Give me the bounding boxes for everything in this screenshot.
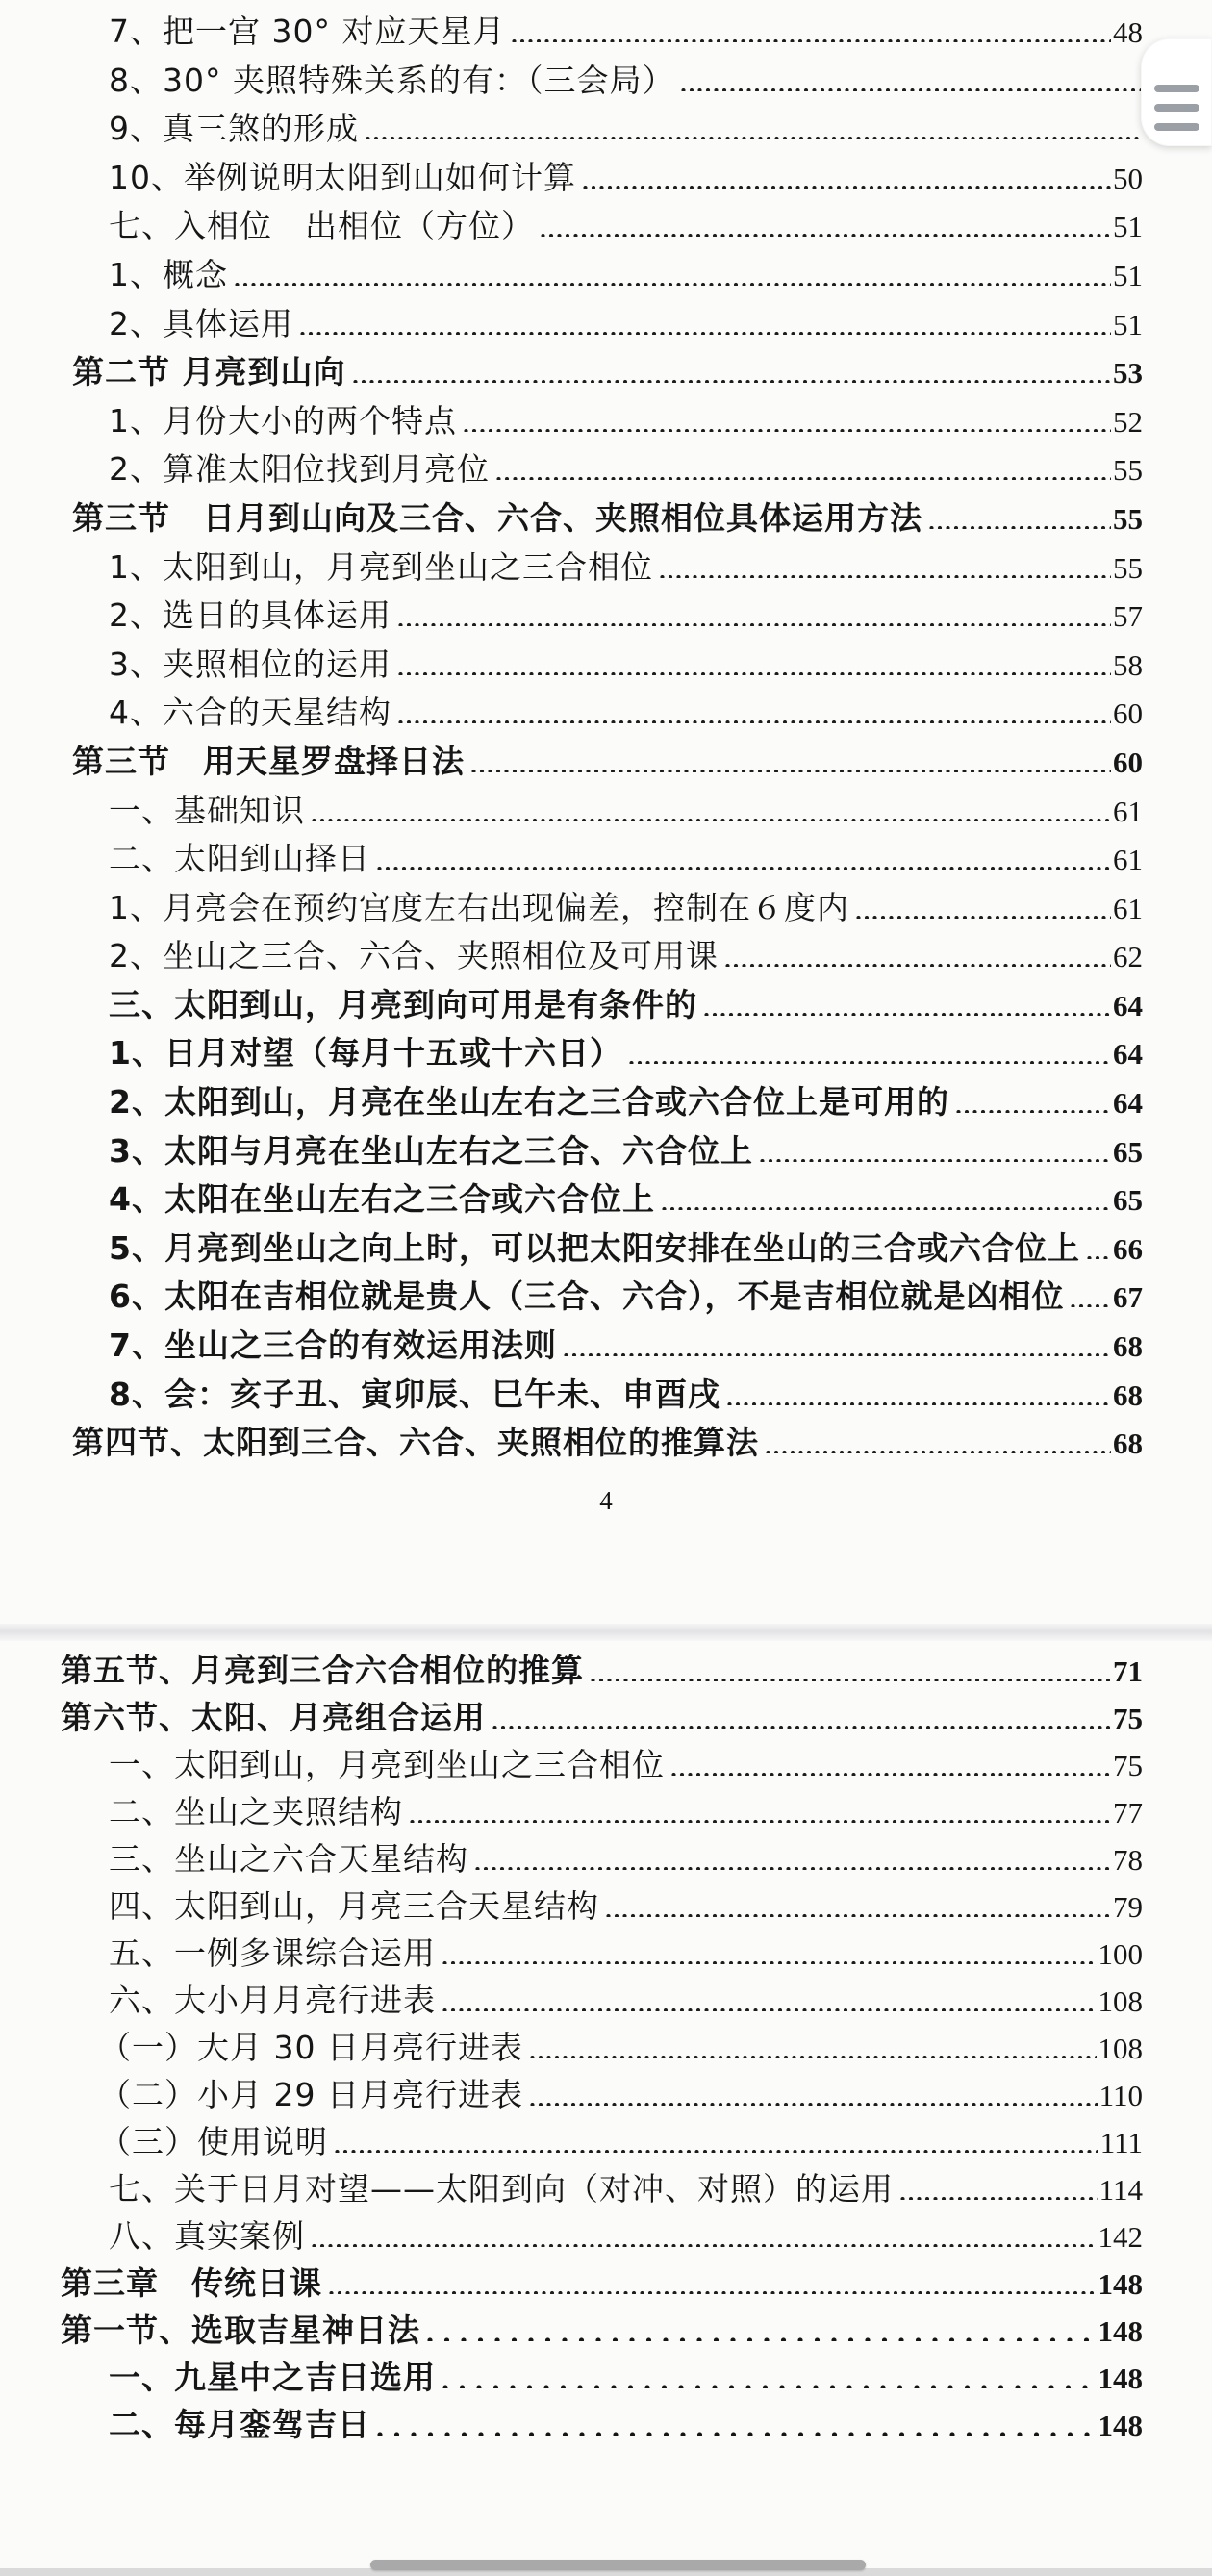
toc-entry-label: （一）大月 30 日月亮行进表 xyxy=(99,2029,523,2066)
toc-entry xyxy=(0,2260,1212,2307)
toc-dot-leader xyxy=(680,82,1143,91)
toc-dot-leader xyxy=(726,1396,1111,1405)
toc-dot-leader xyxy=(765,1444,1111,1453)
toc-entry xyxy=(0,835,1212,884)
toc-page-number: 48 xyxy=(1113,15,1143,49)
toc-page-number: 71 xyxy=(1113,1654,1143,1688)
toc-entry-label: 8、会：亥子丑、寅卯辰、巳午未、申酉戌 xyxy=(109,1375,720,1413)
toc-entry xyxy=(0,1273,1212,1322)
toc-page-number: 110 xyxy=(1098,2079,1143,2112)
toc-entry xyxy=(0,154,1212,203)
toc-entry xyxy=(0,1322,1212,1371)
toc-entry xyxy=(0,2024,1212,2071)
toc-dot-leader xyxy=(352,373,1112,383)
toc-entry xyxy=(0,2401,1212,2448)
toc-entry xyxy=(0,641,1212,690)
toc-entry xyxy=(0,57,1212,106)
toc-page-number: 55 xyxy=(1113,550,1143,585)
toc-dot-leader xyxy=(724,957,1111,967)
toc-dot-leader xyxy=(442,1955,1097,1964)
toc-page-number: 51 xyxy=(1113,307,1143,341)
toc-dot-leader xyxy=(442,2002,1097,2011)
toc-page-number: 60 xyxy=(1113,696,1143,731)
toc-entry xyxy=(0,251,1212,300)
toc-dot-leader xyxy=(397,714,1111,723)
toc-page-number: 57 xyxy=(1113,599,1143,634)
toc-entry-label: 2、具体运用 xyxy=(109,304,293,342)
toc-entry xyxy=(0,1419,1212,1468)
toc-dot-leader xyxy=(582,179,1111,189)
toc-entry-label: 三、太阳到山，月亮到向可用是有条件的 xyxy=(109,985,697,1023)
toc-entry-label: 二、太阳到山择日 xyxy=(109,840,370,878)
toc-dot-leader xyxy=(311,2237,1097,2247)
toc-page-number: 67 xyxy=(1113,1280,1143,1315)
toc-entry xyxy=(0,348,1212,397)
floating-menu-button[interactable] xyxy=(1141,38,1212,146)
toc-page-number: 52 xyxy=(1113,404,1143,439)
toc-entry xyxy=(0,445,1212,494)
toc-entry-label: 第三章 传统日课 xyxy=(61,2264,322,2302)
toc-page-number: 142 xyxy=(1098,2220,1143,2254)
toc-dot-leader xyxy=(234,276,1111,286)
toc-page-number: 114 xyxy=(1098,2173,1143,2207)
toc-page-number: 61 xyxy=(1113,794,1143,828)
toc-page-number: 51 xyxy=(1113,258,1143,292)
page-divider xyxy=(0,1624,1212,1641)
toc-entry xyxy=(0,1882,1212,1930)
toc-page-number: 55 xyxy=(1113,501,1143,536)
toc-entry-label: 第一节、选取吉星神日法 xyxy=(61,2311,420,2349)
toc-dot-leader xyxy=(511,33,1111,42)
toc-entry-label: 一、基础知识 xyxy=(109,791,305,829)
toc-entry xyxy=(0,738,1212,787)
toc-dot-leader xyxy=(376,860,1111,870)
toc-entry-label: 第六节、太阳、月亮组合运用 xyxy=(61,1699,486,1736)
toc-entry xyxy=(0,1930,1212,1977)
toc-dot-leader xyxy=(661,1200,1111,1210)
toc-page-number: 61 xyxy=(1113,891,1143,925)
toc-page-number: 51 xyxy=(1113,210,1143,244)
toc-entry xyxy=(0,543,1212,593)
toc-dot-leader xyxy=(659,568,1111,578)
toc-entry-label: 8、30° 夹照特殊关系的有：（三会局） xyxy=(109,61,675,99)
toc-page-number: 53 xyxy=(1113,356,1143,391)
toc-entry xyxy=(0,1741,1212,1788)
toc-entry-label: 第五节、月亮到三合六合相位的推算 xyxy=(61,1652,584,1689)
toc-dot-leader xyxy=(409,1813,1111,1823)
toc-page-number: 75 xyxy=(1113,1702,1143,1735)
toc-entry xyxy=(0,1835,1212,1882)
toc-dot-leader xyxy=(376,2426,1097,2436)
toc-entry-label: 1、太阳到山，月亮到坐山之三合相位 xyxy=(109,547,653,586)
toc-dot-leader xyxy=(759,1152,1111,1162)
page-footer-number: 4 xyxy=(599,1486,613,1515)
toc-entry-label: （三）使用说明 xyxy=(99,2123,328,2160)
toc-entry-label: 第三节 用天星罗盘择日法 xyxy=(72,742,465,780)
toc-dot-leader xyxy=(470,763,1111,772)
toc-entry-label: 9、真三煞的形成 xyxy=(109,110,359,148)
toc-entry-label: 八、真实案例 xyxy=(109,2217,305,2255)
toc-entry xyxy=(0,494,1212,543)
toc-page-number: 68 xyxy=(1113,1329,1143,1364)
toc-dot-leader xyxy=(397,617,1111,626)
toc-dot-leader xyxy=(442,2379,1097,2388)
toc-entry-label: 10、举例说明太阳到山如何计算 xyxy=(109,158,576,196)
toc-page-number: 61 xyxy=(1113,843,1143,877)
toc-dot-leader xyxy=(474,1860,1111,1870)
toc-page-number: 79 xyxy=(1113,1890,1143,1924)
toc-entry xyxy=(0,592,1212,641)
toc-page-number: 64 xyxy=(1113,1037,1143,1072)
toc-page-number: 50 xyxy=(1113,161,1143,195)
toc-page-number: 64 xyxy=(1113,1086,1143,1121)
toc-dot-leader xyxy=(670,1766,1111,1776)
toc-entry-label: 3、太阳与月亮在坐山左右之三合、六合位上 xyxy=(109,1131,753,1170)
toc-entry-label: 四、太阳到山，月亮三合天星结构 xyxy=(109,1887,599,1925)
toc-dot-leader xyxy=(899,2190,1098,2200)
toc-entry-label: 5、月亮到坐山之向上时，可以把太阳安排在坐山的三合或六合位上 xyxy=(109,1228,1080,1267)
toc-entry-label: 2、选日的具体运用 xyxy=(109,596,391,635)
toc-page-number: 55 xyxy=(1113,453,1143,488)
toc-entry xyxy=(0,1225,1212,1274)
hamburger-menu-icon xyxy=(1154,85,1199,92)
toc-entry xyxy=(0,105,1212,154)
toc-dot-leader xyxy=(540,227,1111,237)
toc-entry xyxy=(0,2354,1212,2401)
toc-dot-leader xyxy=(334,2143,1098,2153)
toc-page-number: 65 xyxy=(1113,1134,1143,1169)
toc-entry-label: 六、大小月月亮行进表 xyxy=(109,1982,436,2019)
toc-dot-leader xyxy=(463,422,1111,432)
toc-entry xyxy=(0,397,1212,446)
toc-entry xyxy=(0,932,1212,981)
toc-page-number: 68 xyxy=(1113,1377,1143,1412)
toc-entry xyxy=(0,1175,1212,1225)
toc-dot-leader xyxy=(397,666,1111,675)
toc-dot-leader xyxy=(365,130,1143,139)
toc-entry-label: 第四节、太阳到三合、六合、夹照相位的推算法 xyxy=(72,1424,759,1462)
toc-entry-label: 一、九星中之吉日选用 xyxy=(109,2359,436,2396)
toc-entry-label: 第三节 日月到山向及三合、六合、夹照相位具体运用方法 xyxy=(72,498,922,537)
toc-entry xyxy=(0,1977,1212,2024)
toc-page-number: 66 xyxy=(1113,1231,1143,1266)
toc-entry xyxy=(0,1694,1212,1741)
toc-entry-label: 2、算准太阳位找到月亮位 xyxy=(109,450,490,489)
toc-entry-label: 3、夹照相位的运用 xyxy=(109,644,391,683)
toc-dot-leader xyxy=(529,2049,1097,2058)
toc-dot-leader xyxy=(590,1672,1111,1681)
toc-entry-label: 1、日月对望（每月十五或十六日） xyxy=(109,1034,622,1073)
hamburger-menu-icon-line xyxy=(1154,104,1199,112)
toc-page-number: 75 xyxy=(1113,1749,1143,1782)
horizontal-scrollbar-thumb[interactable] xyxy=(370,2560,866,2570)
toc-page-number: 68 xyxy=(1113,1427,1143,1461)
toc-dot-leader xyxy=(311,812,1111,821)
toc-entry xyxy=(0,1029,1212,1078)
toc-entry xyxy=(0,2212,1212,2260)
toc-page-number: 111 xyxy=(1099,2126,1143,2159)
toc-entry xyxy=(0,884,1212,933)
toc-entry xyxy=(0,202,1212,251)
toc-page-number: 100 xyxy=(1098,1937,1143,1971)
toc-dot-leader xyxy=(1086,1250,1111,1259)
toc-dot-leader xyxy=(426,2332,1097,2341)
toc-entry-label: 1、月亮会在预约宫度左右出现偏差，控制在６度内 xyxy=(109,888,849,926)
toc-page-number: 58 xyxy=(1113,647,1143,682)
toc-list-page-2 xyxy=(0,1647,1212,2448)
toc-entry-label: 6、太阳在吉相位就是贵人（三合、六合），不是吉相位就是凶相位 xyxy=(109,1277,1065,1316)
toc-dot-leader xyxy=(605,1907,1111,1917)
toc-entry-label: 三、坐山之六合天星结构 xyxy=(109,1840,468,1878)
toc-entry-label: 一、太阳到山，月亮到坐山之三合相位 xyxy=(109,1746,665,1783)
toc-page-number: 64 xyxy=(1113,988,1143,1023)
toc-dot-leader xyxy=(563,1347,1111,1356)
toc-entry-label: 4、太阳在坐山左右之三合或六合位上 xyxy=(109,1180,655,1219)
toc-dot-leader xyxy=(299,325,1111,335)
toc-entry-label: 二、坐山之夹照结构 xyxy=(109,1793,403,1831)
toc-dot-leader xyxy=(1070,1298,1111,1307)
toc-entry xyxy=(0,1788,1212,1835)
toc-entry-label: 七、关于日月对望——太阳到向（对冲、对照）的运用 xyxy=(109,2170,894,2208)
toc-entry-label: 1、概念 xyxy=(109,255,228,293)
toc-entry-label: 4、六合的天星结构 xyxy=(109,694,391,732)
toc-entry xyxy=(0,1647,1212,1694)
toc-page-number: 148 xyxy=(1098,2361,1143,2395)
toc-dot-leader xyxy=(328,2285,1097,2294)
toc-entry xyxy=(0,787,1212,836)
toc-entry-label: 五、一例多课综合运用 xyxy=(109,1934,436,1972)
toc-dot-leader xyxy=(928,519,1111,529)
toc-entry-label: 7、把一宫 30° 对应天星月 xyxy=(109,13,506,50)
toc-entry-label: 二、每月銮驾吉日 xyxy=(109,2406,370,2443)
hamburger-menu-icon-line xyxy=(1154,123,1199,131)
toc-entry xyxy=(0,1371,1212,1420)
toc-page-number: 65 xyxy=(1113,1183,1143,1218)
toc-dot-leader xyxy=(495,470,1111,480)
toc-page-number: 108 xyxy=(1098,2032,1143,2065)
toc-entry-label: 七、入相位 出相位（方位） xyxy=(109,207,534,245)
toc-entry xyxy=(0,2307,1212,2354)
toc-entry xyxy=(0,1127,1212,1176)
toc-entry-label: 2、坐山之三合、六合、夹照相位及可用课 xyxy=(109,937,719,975)
toc-page-number: 148 xyxy=(1098,2314,1143,2348)
toc-dot-leader xyxy=(529,2096,1098,2106)
toc-entry xyxy=(0,2118,1212,2165)
toc-entry xyxy=(0,1078,1212,1127)
toc-dot-leader xyxy=(855,909,1111,919)
toc-page-number: 62 xyxy=(1113,940,1143,974)
toc-dot-leader xyxy=(492,1719,1111,1729)
document-page-2 xyxy=(0,1641,1212,2576)
toc-list-page-1 xyxy=(0,8,1212,1468)
toc-page-number: 148 xyxy=(1098,2267,1143,2301)
toc-page-number: 77 xyxy=(1113,1796,1143,1830)
toc-entry xyxy=(0,689,1212,738)
toc-entry-label: 7、坐山之三合的有效运用法则 xyxy=(109,1326,557,1365)
toc-entry-label: 1、月份大小的两个特点 xyxy=(109,401,457,440)
toc-dot-leader xyxy=(955,1103,1111,1113)
toc-page-number: 108 xyxy=(1098,1984,1143,2018)
toc-page-number: 78 xyxy=(1113,1843,1143,1877)
toc-entry xyxy=(0,2165,1212,2212)
toc-entry xyxy=(0,2071,1212,2118)
toc-entry-label: 第二节 月亮到山向 xyxy=(72,353,346,391)
toc-page-number: 60 xyxy=(1113,745,1143,779)
toc-entry xyxy=(0,8,1212,57)
toc-entry xyxy=(0,981,1212,1030)
toc-entry-label: （二）小月 29 日月亮行进表 xyxy=(99,2076,523,2113)
toc-page-number: 148 xyxy=(1098,2409,1143,2442)
toc-dot-leader xyxy=(703,1006,1111,1016)
toc-entry xyxy=(0,300,1212,349)
toc-dot-leader xyxy=(628,1054,1111,1064)
toc-entry-label: 2、太阳到山，月亮在坐山左右之三合或六合位上是可用的 xyxy=(109,1083,949,1122)
